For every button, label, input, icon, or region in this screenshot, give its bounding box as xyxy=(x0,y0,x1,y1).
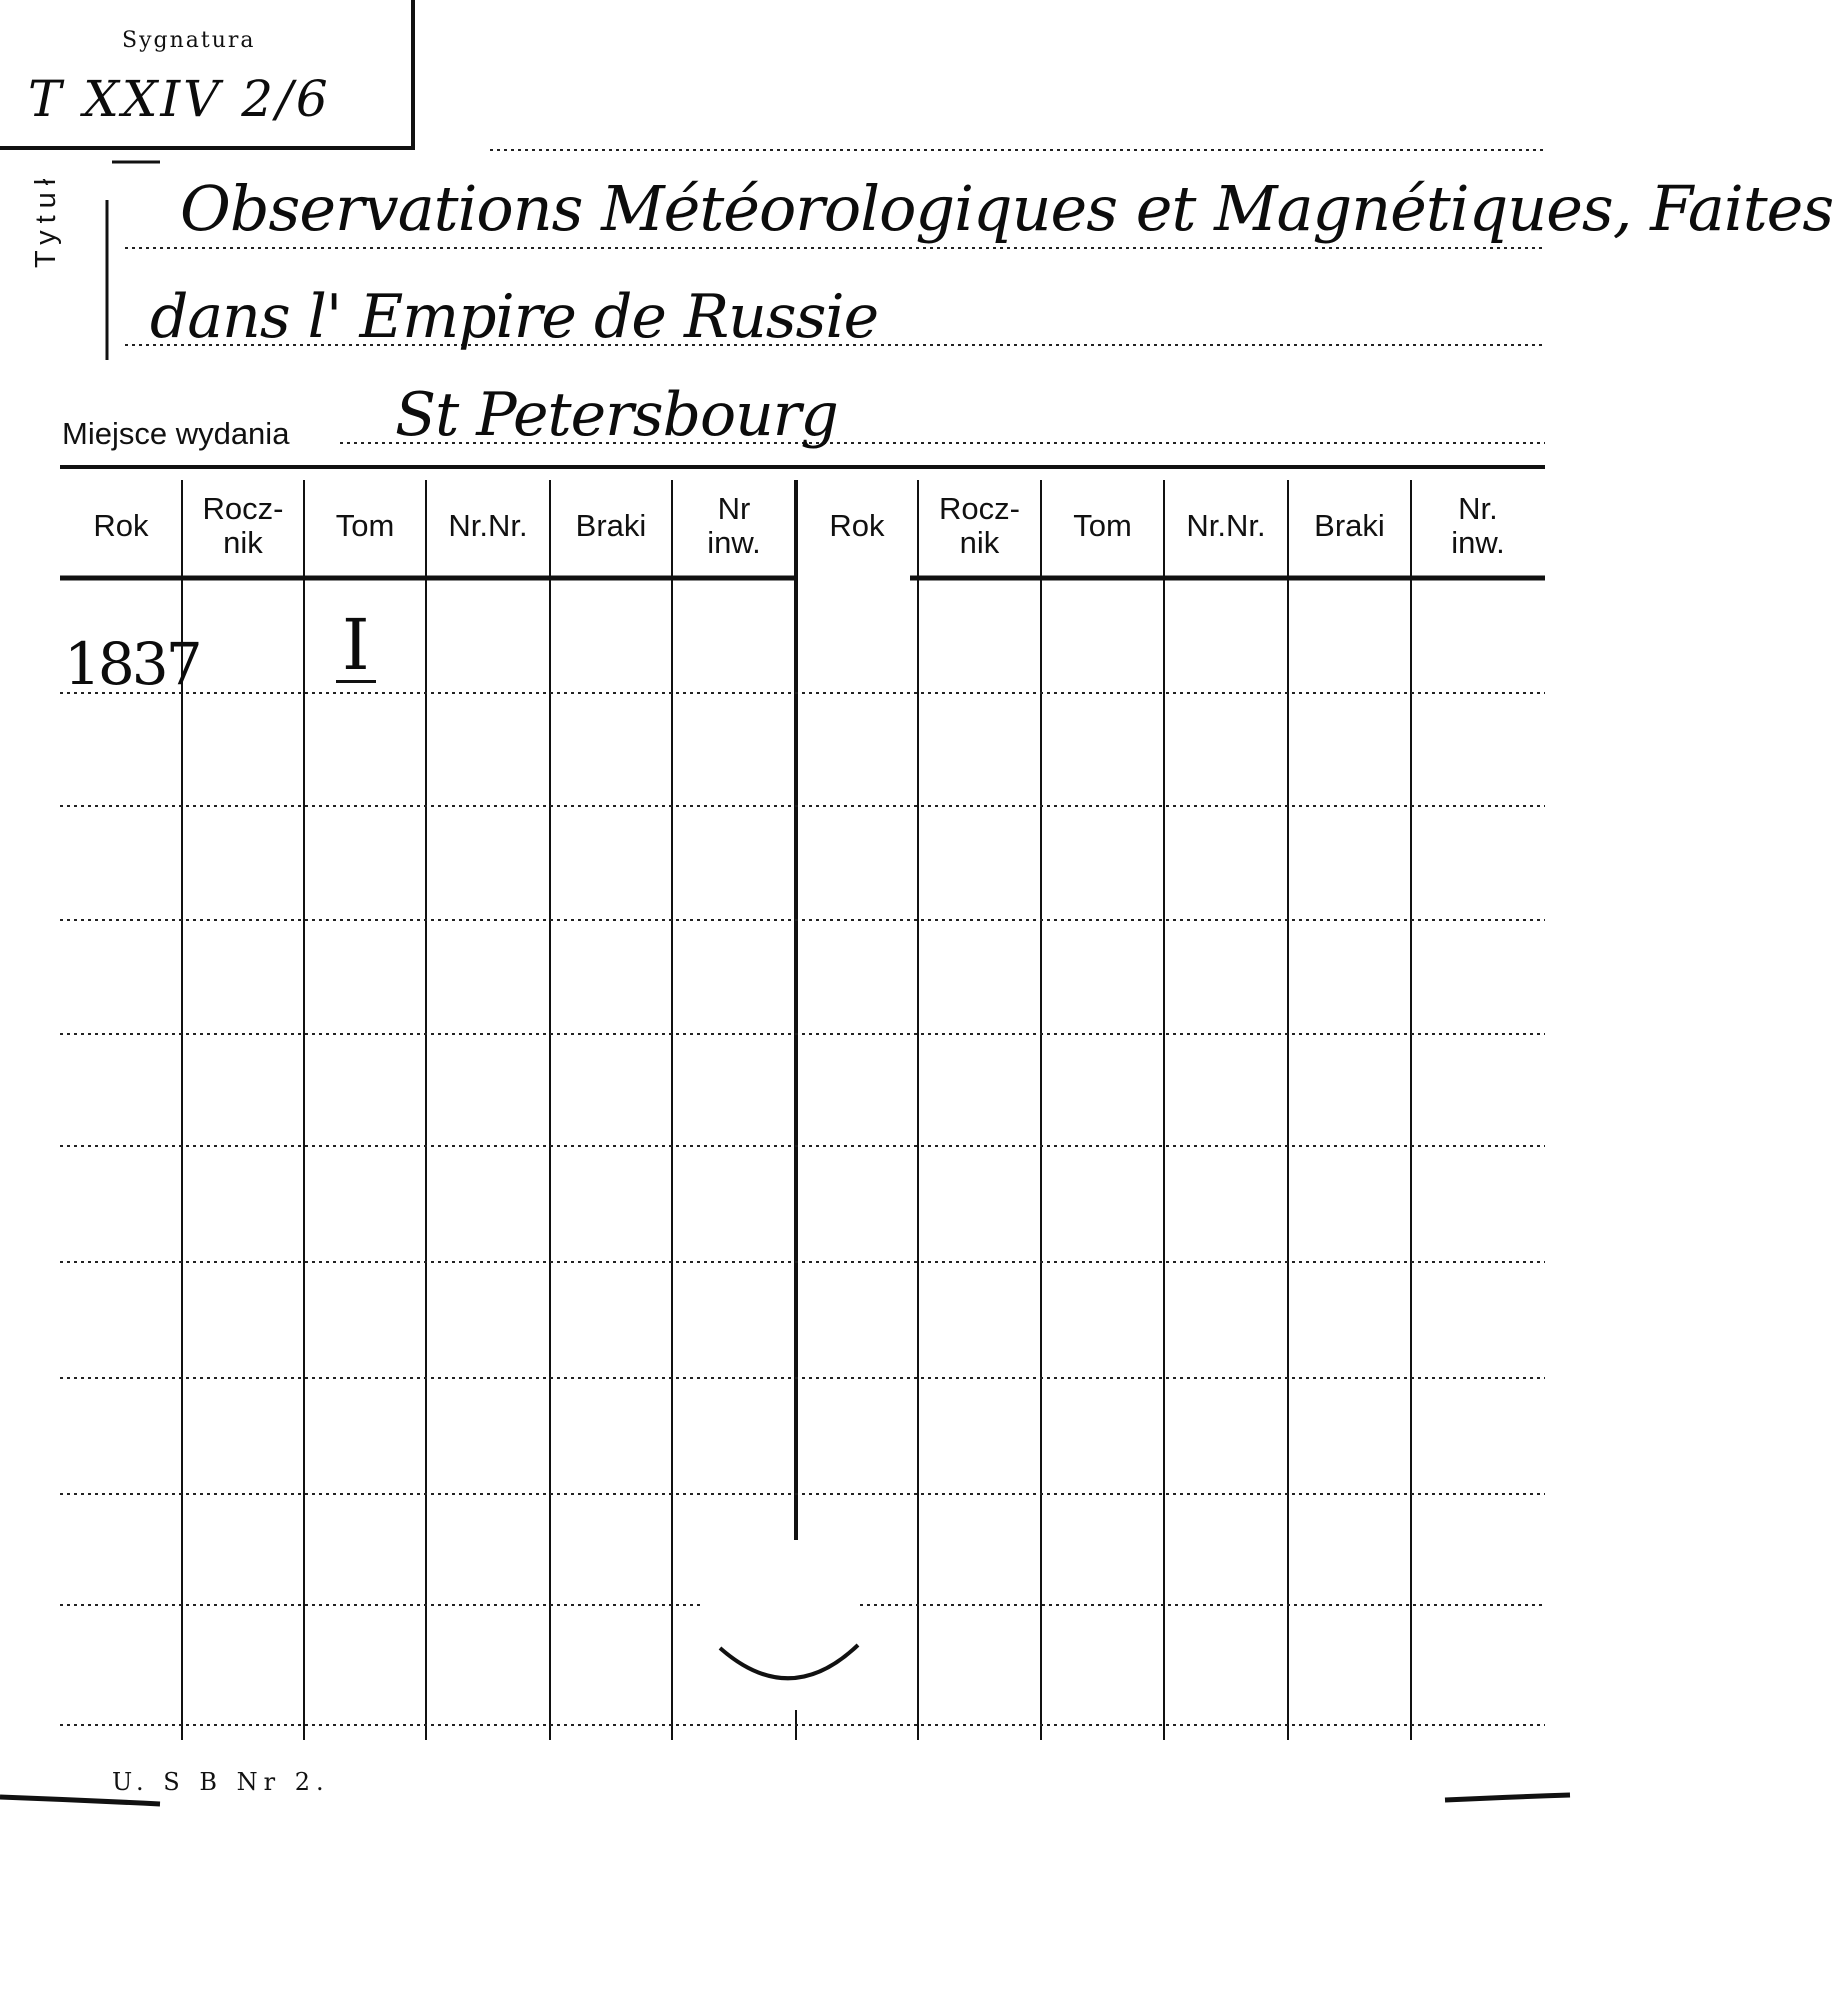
signature-value: T XXIV 2/6 xyxy=(28,70,331,128)
row-tom-cell: I xyxy=(336,610,376,683)
column-header: Nr.Nr. xyxy=(448,507,528,543)
row-rok-cell: 1837 xyxy=(64,630,200,698)
column-header: Braki xyxy=(1314,507,1385,543)
signature-label: Sygnatura xyxy=(122,28,256,53)
column-header: Nr.Nr. xyxy=(1186,507,1266,543)
column-header: Rocz- nik xyxy=(202,490,284,560)
title-line-2: dans l' Empire de Russie xyxy=(150,282,879,352)
column-header: Tom xyxy=(335,507,395,543)
footer-code: U. S B Nr 2. xyxy=(112,1768,330,1796)
column-header: Nr inw. xyxy=(707,490,761,560)
column-header: Braki xyxy=(575,507,647,543)
column-header: Rok xyxy=(829,507,885,543)
column-header: Rok xyxy=(93,507,149,543)
column-header: Nr. inw. xyxy=(1451,490,1505,560)
title-line-1: Observations Météorologiques et Magnétiques, Faites xyxy=(180,172,1833,245)
column-header: Tom xyxy=(1073,507,1132,543)
title-label: Tytuł xyxy=(30,171,62,268)
column-header: Rocz- nik xyxy=(939,490,1020,560)
place-label: Miejsce wydania xyxy=(62,416,290,451)
place-value: St Petersbourg xyxy=(395,380,838,450)
